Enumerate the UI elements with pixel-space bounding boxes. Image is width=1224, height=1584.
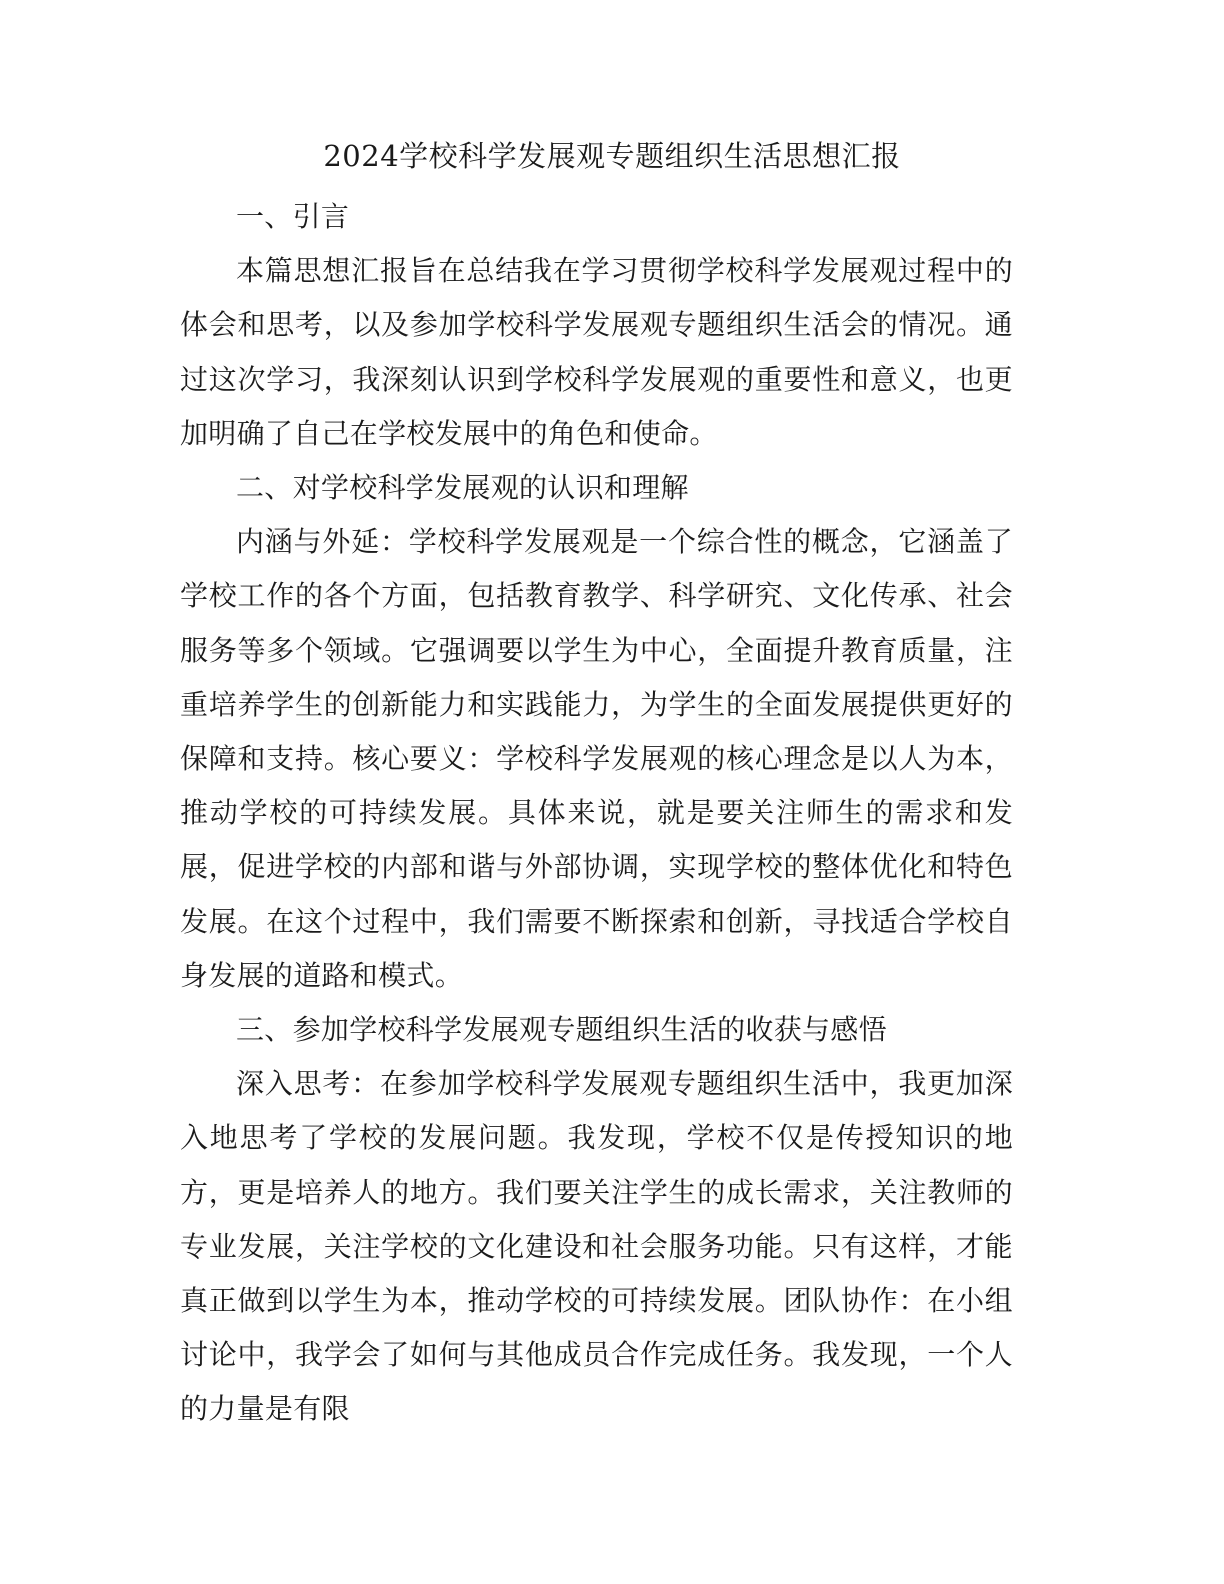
section-heading-understanding: 二、对学校科学发展观的认识和理解 — [236, 471, 689, 505]
paragraph-understanding: 内涵与外延：学校科学发展观是一个综合性的概念，它涵盖了学校工作的各个方面，包括教育教学、科学研究、文化传承、社会服务等多个领域。它强调要以学生为中心，全面提升教育质量，注重培养学生的创新能力和实践能力，为学生的全面发展提供更好的保障和支持。核心要义：学校科学发展观的核心理念是以人为本，推动学校的可持续发展。具体来说，就是要关注师生的需求和发展，促进学校的内部和谐与外部协调，实现学校的整体优化和特色发展。在这个过程中，我们需要不断探索和创新，寻找适合学校自身发展的道路和模式。 — [180, 525, 1013, 992]
section-heading-introduction: 一、引言 — [236, 200, 350, 233]
section-heading-gains: 三、参加学校科学发展观专题组织生活的收获与感悟 — [236, 1013, 887, 1047]
paragraph-gains: 深入思考：在参加学校科学发展观专题组织生活中，我更加深入地思考了学校的发展问题。我发现，学校不仅是传授知识的地方，更是培养人的地方。我们要关注学生的成长需求，关注教师的专业发展，关注学校的文化建设和社会服务功能。只有这样，才能真正做到以学生为本，推动学校的可持续发展。团队协作：在小组讨论中，我学会了如何与其他成员合作完成任务。我发现，一个人的力量是有限 — [180, 1067, 1013, 1426]
document-title: 2024学校科学发展观专题组织生活思想汇报 — [323, 139, 901, 173]
document-body — [180, 190, 1013, 1437]
paragraph-introduction: 本篇思想汇报旨在总结我在学习贯彻学校科学发展观过程中的体会和思考，以及参加学校科学发展观专题组织生活会的情况。通过这次学习，我深刻认识到学校科学发展观的重要性和意义，也更加明确了自己在学校发展中的角色和使命。 — [180, 254, 1013, 450]
